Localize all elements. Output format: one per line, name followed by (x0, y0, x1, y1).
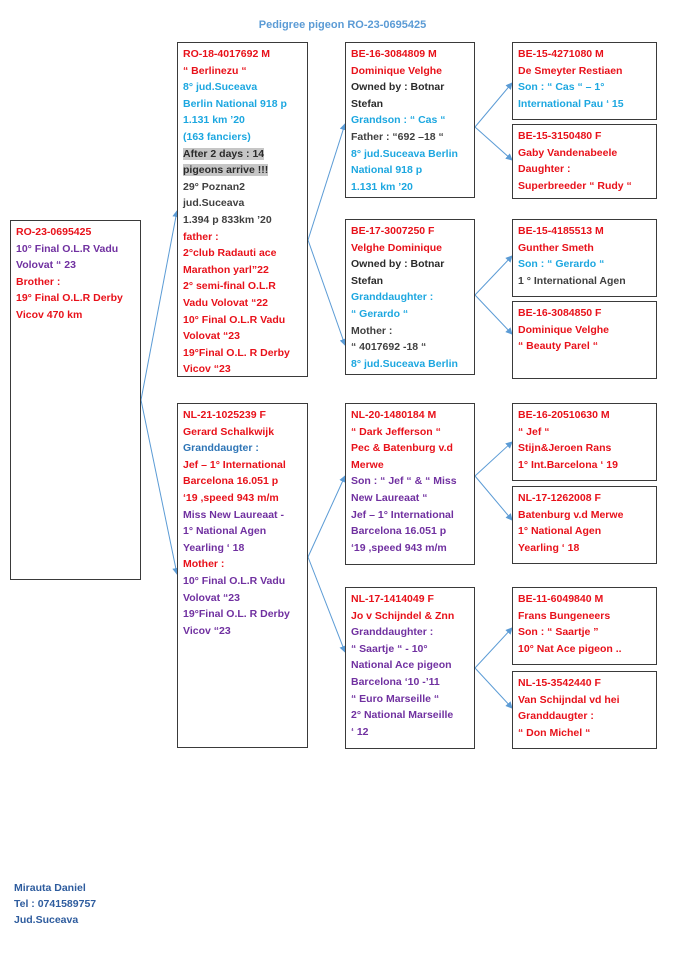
ring-number: BE-15-4271080 M (518, 48, 604, 60)
ggp-mfm-box (512, 486, 657, 564)
connector-fm (308, 240, 345, 345)
pedigree-line: Gerard Schalkwijk (183, 425, 275, 438)
pedigree-line: 1° Int.Barcelona ‘ 19 (518, 458, 618, 471)
pedigree-line: Volovat “23 (183, 591, 240, 604)
ggp-mmm-box (512, 671, 657, 749)
breeder-name: Mirauta Daniel (14, 882, 86, 894)
ggp-mmf-box (512, 587, 657, 665)
pedigree-line: Merwe (351, 458, 384, 471)
pedigree-line (183, 146, 302, 163)
pedigree-line: “ Saartje “ - 10° (351, 642, 428, 655)
pedigree-line: Volovat “23 (183, 330, 240, 343)
paternal-grandfather-box (345, 42, 475, 198)
pedigree-line: Son : “ Gerardo “ (518, 258, 605, 271)
connector-ffm (475, 127, 512, 160)
mother-box (177, 403, 308, 748)
pedigree-line: ‘ 12 (351, 725, 369, 738)
ring-number: NL-15-3542440 F (518, 677, 601, 689)
ring-number: BE-16-20510630 M (518, 409, 610, 421)
pedigree-line: Gaby Vandenabeele (518, 146, 618, 159)
ring-number: BE-11-6049840 M (518, 593, 604, 605)
pedigree-line: 2°club Radauti ace (183, 247, 277, 260)
pedigree-line: Daughter : (518, 163, 571, 176)
connector-fmf (475, 256, 512, 295)
pedigree-line: Brother : (16, 275, 61, 288)
page-title: Pedigree pigeon RO-23-0695425 (258, 19, 427, 31)
highlighted-text: After 2 days : 14 (183, 147, 265, 160)
pedigree-line: Yearling ‘ 18 (183, 541, 245, 554)
pedigree-line: 19° Final O.L.R Derby (16, 292, 123, 305)
pedigree-line: 10° Final O.L.R Vadu (183, 313, 286, 326)
ring-number: NL-20-1480184 M (351, 409, 437, 421)
pedigree-line: (163 fanciers) (183, 130, 251, 143)
pedigree-line: Dominique Velghe (351, 64, 443, 77)
pedigree-line: Vicov “23 (183, 624, 231, 637)
pedigree-line: Son : “ Cas “ – 1° (518, 81, 605, 94)
pedigree-line: Granddaugter : (183, 442, 259, 455)
pedigree-line: Barcelona ‘10 -’11 (351, 675, 440, 688)
pedigree-line: 8° jud.Suceava Berlin (351, 147, 458, 160)
ring-number: BE-16-3084809 M (351, 48, 437, 60)
ring-number: BE-15-3150480 F (518, 130, 602, 142)
maternal-grandfather-box (345, 403, 475, 565)
pedigree-line: Stefan (351, 97, 384, 110)
pedigree-line: Mother : (351, 324, 393, 337)
pedigree-line: Gunther Smeth (518, 241, 594, 254)
ring-number: BE-17-3007250 F (351, 225, 435, 237)
connector-mf (308, 476, 345, 557)
pedigree-line: 1.131 km ’20 (183, 114, 245, 127)
pedigree-line: De Smeyter Restiaen (518, 64, 623, 77)
connector-father (141, 211, 177, 400)
connector-mm (308, 557, 345, 652)
connector-mmm (475, 668, 512, 708)
pedigree-line: Mother : (183, 558, 225, 571)
connector-fff (475, 83, 512, 127)
connector-mff (475, 442, 512, 476)
pedigree-line: Granddaughter : (351, 291, 434, 304)
connector-mfm (475, 476, 512, 520)
pedigree-line: Jef – 1° International (351, 508, 454, 521)
pedigree-line: Son : “ Saartje ” (518, 626, 599, 639)
pedigree-line: Marathon yarl”22 (183, 263, 269, 276)
pedigree-line: Jef – 1° International (183, 458, 286, 471)
pedigree-line: “ Euro Marseille “ (351, 692, 440, 705)
pedigree-line: “ Dark Jefferson “ (351, 425, 441, 438)
pedigree-line: Granddaugter : (518, 710, 594, 723)
pedigree-line: Stijn&Jeroen Rans (518, 442, 612, 455)
ring-number: BE-15-4185513 M (518, 225, 604, 237)
pedigree-line: Vadu Volovat “22 (183, 296, 268, 309)
pedigree-line: father : (183, 230, 219, 243)
pedigree-line: Owned by : Botnar (351, 81, 445, 94)
connector-mmf (475, 628, 512, 668)
pedigree-line: Yearling ‘ 18 (518, 541, 580, 554)
pedigree-line: Son : “ Jef “ & “ Miss (351, 475, 457, 488)
ring-number: NL-17-1262008 F (518, 492, 601, 504)
pedigree-line: Volovat “ 23 (16, 259, 76, 272)
pedigree-line: Stefan (351, 274, 384, 287)
pedigree-line: 1.131 km ’20 (351, 180, 413, 193)
pedigree-line: Owned by : Botnar (351, 258, 445, 271)
pedigree-line: Vicov “23 (183, 363, 231, 376)
ring-number: NL-21-1025239 F (183, 409, 266, 421)
pedigree-line: 2° National Marseille (351, 709, 454, 722)
connector-ff (308, 124, 345, 240)
ggp-ffm-box (512, 124, 657, 199)
pedigree-line: Velghe Dominique (351, 241, 443, 254)
pedigree-line: New Laureaat “ (351, 491, 428, 504)
pedigree-line: 19°Final O.L. R Derby (183, 346, 290, 359)
ggp-fmf-box (512, 219, 657, 297)
pedigree-line: 1.394 p 833km ’20 (183, 213, 272, 226)
pedigree-line: 1 ° International Agen (518, 274, 626, 287)
pedigree-line: “ Gerardo “ (351, 307, 409, 320)
pedigree-line (183, 162, 302, 179)
pedigree-line: jud.Suceava (183, 197, 245, 210)
pedigree-line: International Pau ‘ 15 (518, 97, 624, 110)
connector-mother (141, 400, 177, 574)
pedigree-line: 10° Nat Ace pigeon .. (518, 642, 622, 655)
ring-number: BE-16-3084850 F (518, 307, 602, 319)
pedigree-line: 29° Poznan2 (183, 180, 245, 193)
ring-number: NL-17-1414049 F (351, 593, 434, 605)
pedigree-line: Miss New Laureaat - (183, 508, 284, 521)
pedigree-line: Batenburg v.d Merwe (518, 508, 624, 521)
ring-number: RO-23-0695425 (16, 226, 92, 238)
pedigree-line: “ Beauty Parel “ (518, 340, 598, 353)
pedigree-line: Superbreeder “ Rudy “ (518, 179, 632, 192)
pedigree-line: Father : “692 –18 “ (351, 130, 444, 143)
pedigree-line: Granddaughter : (351, 626, 434, 639)
ggp-mff-box (512, 403, 657, 481)
pedigree-line: National Ace pigeon (351, 659, 452, 672)
pedigree-line: 8° jud.Suceava Berlin (351, 357, 458, 370)
highlighted-text: pigeons arrive !!! (183, 164, 269, 177)
pedigree-line: Vicov 470 km (16, 308, 83, 321)
pedigree-line: 10° Final O.L.R Vadu (16, 242, 119, 255)
ggp-fmm-box (512, 301, 657, 379)
connector-fmm (475, 295, 512, 334)
maternal-grandmother-box (345, 587, 475, 749)
pedigree-line: Pec & Batenburg v.d (351, 442, 453, 455)
pedigree-line: “ Berlinezu “ (183, 64, 247, 77)
pedigree-line: 1° National Agen (518, 525, 602, 538)
ring-number: RO-18-4017692 M (183, 48, 270, 60)
pedigree-line: Jo v Schijndel & Znn (351, 609, 455, 622)
pedigree-line: 19°Final O.L. R Derby (183, 608, 290, 621)
pedigree-line: ‘19 ,speed 943 m/m (351, 541, 447, 554)
father-box (177, 42, 308, 377)
breeder-location: Jud.Suceava (14, 914, 79, 926)
pedigree-line: Barcelona 16.051 p (183, 475, 279, 488)
pedigree-line: Grandson : “ Cas “ (351, 114, 446, 127)
pedigree-line: Van Schijndal vd hei (518, 693, 620, 706)
pedigree-line: ‘19 ,speed 943 m/m (183, 491, 279, 504)
pedigree-line: 8° jud.Suceava (183, 81, 258, 94)
pedigree-line: “ Jef “ (518, 425, 550, 438)
pedigree-line: 10° Final O.L.R Vadu (183, 574, 286, 587)
pedigree-line: Dominique Velghe (518, 323, 610, 336)
breeder-contact (14, 880, 96, 928)
pedigree-line: Frans Bungeneers (518, 609, 611, 622)
pedigree-line: 2° semi-final O.L.R (183, 280, 276, 293)
pedigree-line: National 918 p (351, 164, 423, 177)
pedigree-line: 1° National Agen (183, 525, 267, 538)
paternal-grandmother-box (345, 219, 475, 375)
breeder-phone: Tel : 0741589757 (14, 898, 97, 910)
pedigree-line: “ 4017692 -18 “ (351, 341, 427, 354)
ggp-fff-box (512, 42, 657, 120)
subject-pigeon-box (10, 220, 141, 580)
pedigree-line: Berlin National 918 p (183, 97, 287, 110)
pedigree-line: Barcelona 16.051 p (351, 525, 447, 538)
pedigree-line: “ Don Michel “ (518, 726, 591, 739)
